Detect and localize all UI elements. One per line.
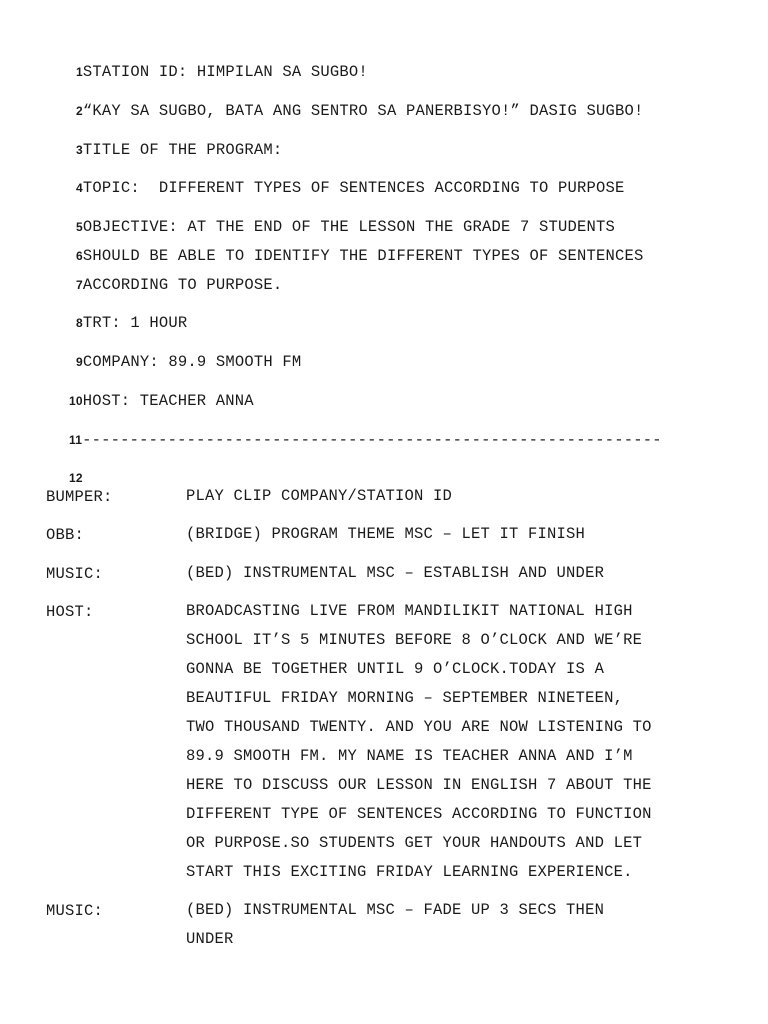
cue-line: SCHOOL IT’S 5 MINUTES BEFORE 8 O’CLOCK AND WE’RE — [186, 631, 643, 649]
cue-content-bumper — [186, 482, 726, 511]
host-text: HOST: TEACHER ANNA — [82, 392, 254, 410]
objective-text: SHOULD BE ABLE TO IDENTIFY THE DIFFERENT TYPES OF SENTENCES — [82, 247, 644, 265]
line-number: 3 — [76, 143, 83, 157]
cue-label-music-2: MUSIC: — [46, 902, 104, 920]
line-number: 8 — [76, 316, 83, 330]
line-number: 4 — [76, 181, 83, 195]
cue-label-music: MUSIC: — [46, 565, 104, 583]
header-line-11 — [31, 410, 662, 470]
cue-line: BEAUTIFUL FRIDAY MORNING – SEPTEMBER NINETEEN, — [186, 689, 624, 707]
line-number: 7 — [76, 278, 83, 292]
cue-line: BROADCASTING LIVE FROM MANDILIKIT NATIONAL HIGH — [186, 602, 633, 620]
line-number: 6 — [76, 249, 83, 263]
cue-line: START THIS EXCITING FRIDAY LEARNING EXPERIENCE. — [186, 863, 633, 881]
cue-line: PLAY CLIP COMPANY/STATION ID — [186, 487, 453, 505]
cue-line: DIFFERENT TYPE OF SENTENCES ACCORDING TO FUNCTION — [186, 805, 652, 823]
cue-line: 89.9 SMOOTH FM. MY NAME IS TEACHER ANNA AND I’M — [186, 747, 633, 765]
slogan-text: “KAY SA SUGBO, BATA ANG SENTRO SA PANERBISYO!” DASIG SUGBO! — [82, 102, 644, 120]
line-number: 12 — [69, 471, 83, 485]
cue-line: UNDER — [186, 930, 234, 948]
cue-label-obb: OBB: — [46, 526, 85, 544]
cue-content-music — [186, 559, 726, 588]
divider-text: ------------------------------------------------------------- — [82, 431, 662, 449]
cue-content-music-2 — [186, 896, 726, 954]
cue-content-obb — [186, 520, 726, 549]
line-number: 10 — [69, 394, 83, 408]
cue-line: GONNA BE TOGETHER UNTIL 9 O’CLOCK.TODAY IS A — [186, 660, 605, 678]
cue-line: (BED) INSTRUMENTAL MSC – FADE UP 3 SECS THEN — [186, 901, 605, 919]
cue-line: (BED) INSTRUMENTAL MSC – ESTABLISH AND UNDER — [186, 564, 605, 582]
objective-text: OBJECTIVE: AT THE END OF THE LESSON THE GRADE 7 STUDENTS — [82, 218, 615, 236]
station-id-text: STATION ID: HIMPILAN SA SUGBO! — [82, 63, 368, 81]
line-number: 11 — [69, 433, 83, 447]
cue-content-host — [186, 597, 726, 887]
cue-line: TWO THOUSAND TWENTY. AND YOU ARE NOW LISTENING TO — [186, 718, 652, 736]
cue-label-bumper: BUMPER: — [46, 488, 113, 506]
line-number: 9 — [76, 355, 83, 369]
cue-line: (BRIDGE) PROGRAM THEME MSC – LET IT FINISH — [186, 525, 586, 543]
cue-label-host: HOST: — [46, 603, 94, 621]
line-number: 5 — [76, 220, 83, 234]
line-number: 1 — [76, 65, 83, 79]
objective-text: ACCORDING TO PURPOSE. — [82, 276, 283, 294]
cue-line: HERE TO DISCUSS OUR LESSON IN ENGLISH 7 ABOUT THE — [186, 776, 652, 794]
trt-text: TRT: 1 HOUR — [82, 314, 188, 332]
topic-text: TOPIC: DIFFERENT TYPES OF SENTENCES ACCORDING TO PURPOSE — [82, 179, 625, 197]
line-number: 2 — [76, 104, 83, 118]
cue-line: OR PURPOSE.SO STUDENTS GET YOUR HANDOUTS AND LET — [186, 834, 643, 852]
program-title-text: TITLE OF THE PROGRAM: — [82, 141, 283, 159]
company-text: COMPANY: 89.9 SMOOTH FM — [82, 353, 302, 371]
